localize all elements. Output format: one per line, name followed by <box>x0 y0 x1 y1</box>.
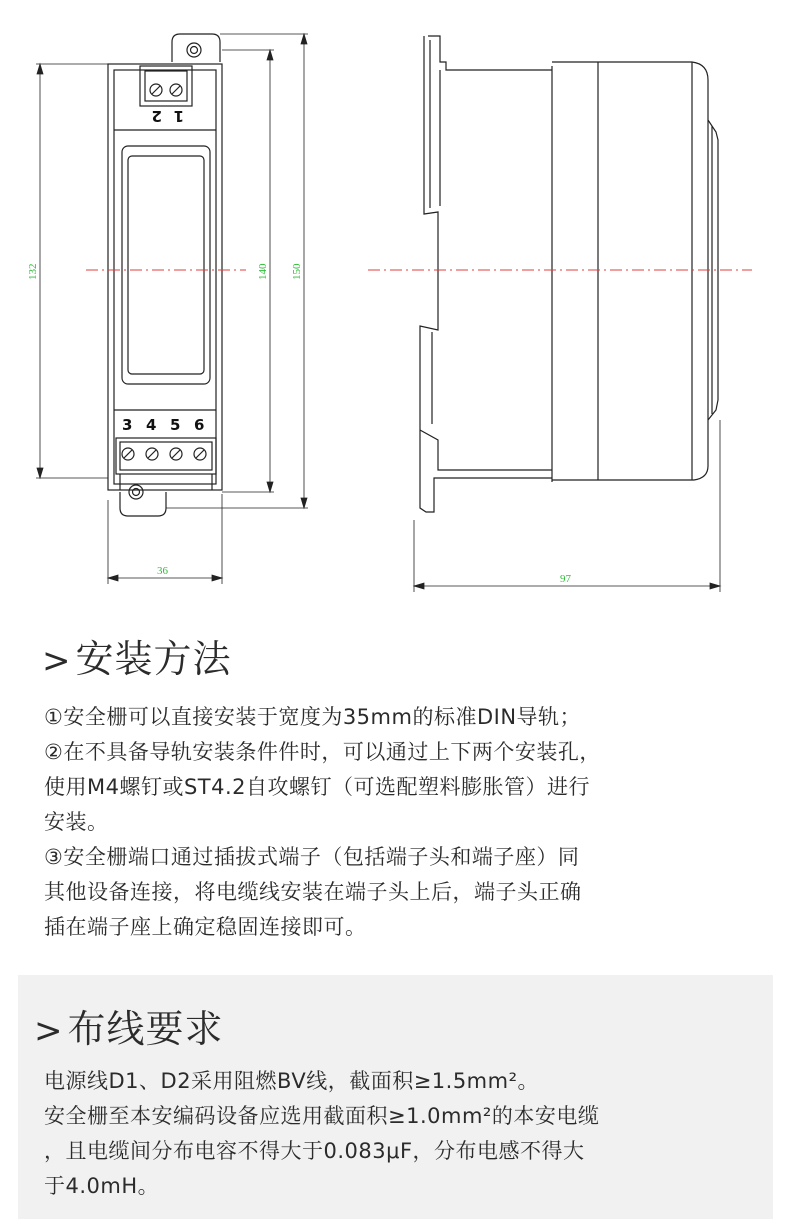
dimension-label-depth: 97 <box>560 573 571 585</box>
wiring-requirements <box>44 1064 764 1204</box>
front-view <box>108 34 222 516</box>
dimension-label-height-body: 140 <box>257 263 269 280</box>
chevron-right-icon: > <box>34 1011 64 1051</box>
install-title-text: 安装方法 <box>75 637 232 681</box>
terminal-label: 5 <box>170 416 181 434</box>
terminal-label: 2 <box>151 107 162 125</box>
wiring-title-text: 布线要求 <box>67 1007 224 1051</box>
dimension-label-height-total: 150 <box>291 263 303 280</box>
wiring-line: 安全栅至本安编码设备应选用截面积≥1.0mm²的本安电缆 <box>44 1104 600 1128</box>
chevron-right-icon: > <box>42 641 72 681</box>
terminal-label: 3 <box>122 416 133 434</box>
terminal-label: 6 <box>194 416 205 434</box>
wiring-section-title <box>34 998 224 1053</box>
wiring-line: 于4.0mH。 <box>44 1174 160 1198</box>
install-section-title <box>42 628 232 683</box>
terminal-label: 4 <box>146 416 157 434</box>
terminal-label: 1 <box>173 107 184 125</box>
install-line: 安装。 <box>44 810 109 834</box>
install-line: ③安全栅端口通过插拔式端子（包括端子头和端子座）同 <box>44 845 580 869</box>
install-line: ②在不具备导轨安装条件件时，可以通过上下两个安装孔， <box>44 740 601 764</box>
side-view <box>420 36 718 512</box>
dimension-label-width: 36 <box>157 565 168 577</box>
install-line: 插在端子座上确定稳固连接即可。 <box>44 915 367 939</box>
dimension-label-height-inner: 132 <box>27 263 39 280</box>
wiring-line: ，且电缆间分布电容不得大于0.083μF，分布电感不得大 <box>44 1139 585 1163</box>
install-instructions <box>44 700 764 945</box>
install-line: 其他设备连接，将电缆线安装在端子头上后，端子头正确 <box>44 880 582 904</box>
wiring-line: 电源线D1、D2采用阻燃BV线，截面积≥1.5mm²。 <box>44 1069 540 1093</box>
install-line: 使用M4螺钉或ST4.2自攻螺钉（可选配塑料膨胀管）进行 <box>44 775 591 799</box>
install-line: ①安全栅可以直接安装于宽度为35mm的标准DIN导轨； <box>44 705 582 729</box>
technical-drawing <box>0 0 790 600</box>
